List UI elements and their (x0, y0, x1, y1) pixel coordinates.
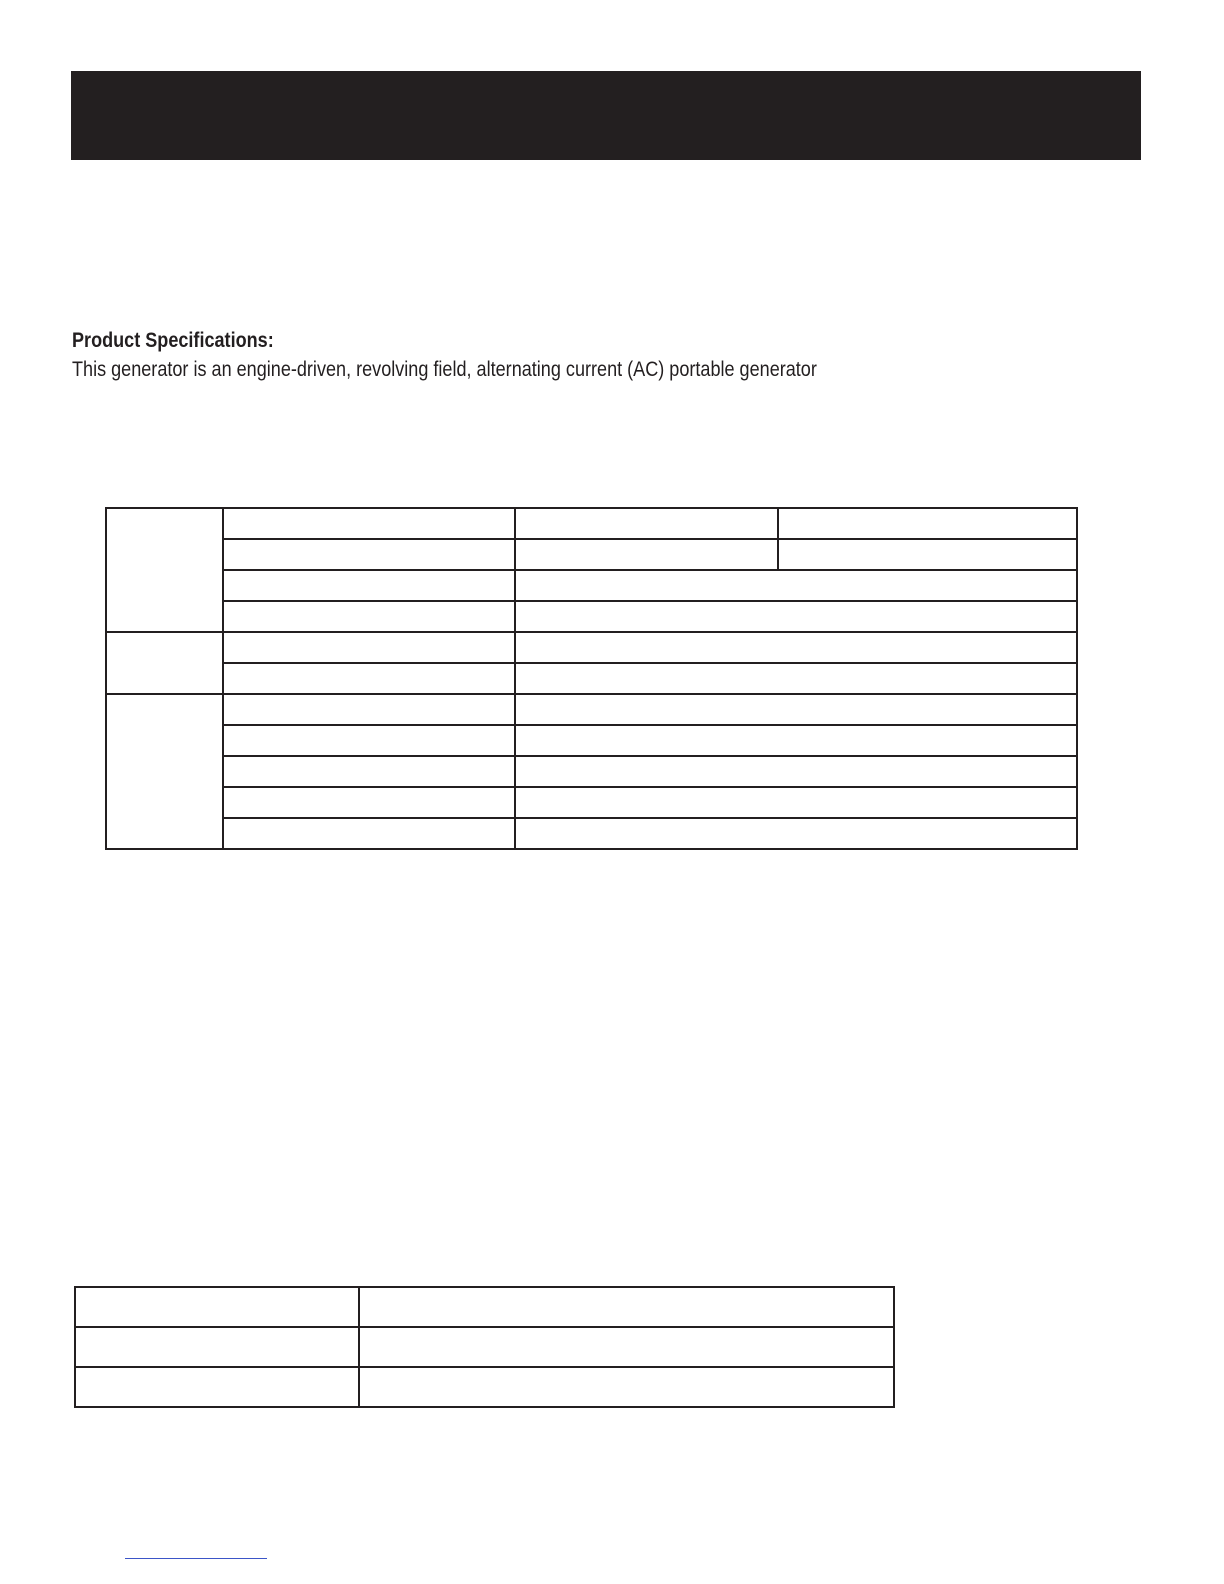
group-cell (106, 508, 223, 632)
table-cell (515, 787, 1077, 818)
table-cell (223, 694, 515, 725)
table-cell (75, 1367, 359, 1407)
table-cell (223, 570, 515, 601)
footer-rule (125, 1558, 267, 1559)
table-cell (359, 1327, 894, 1367)
table-row (106, 663, 1077, 694)
section-description: This generator is an engine-driven, revolving field, alternating current (AC) portable generator (72, 358, 817, 381)
table-cell (515, 756, 1077, 787)
table-row (106, 570, 1077, 601)
table-cell (359, 1367, 894, 1407)
table-row (75, 1327, 894, 1367)
table-cell (223, 601, 515, 632)
table-cell (515, 601, 1077, 632)
table-cell (223, 725, 515, 756)
table-row (75, 1367, 894, 1407)
table-cell (515, 632, 1077, 663)
table-row (106, 601, 1077, 632)
table-cell (75, 1327, 359, 1367)
table-cell (515, 725, 1077, 756)
group-cell (106, 632, 223, 694)
section-heading: Product Specifications: (72, 329, 274, 352)
table-row (106, 787, 1077, 818)
table-row (106, 508, 1077, 539)
table-cell (515, 570, 1077, 601)
table-cell (359, 1287, 894, 1327)
table-cell (515, 694, 1077, 725)
table-row (106, 694, 1077, 725)
table-row (106, 632, 1077, 663)
table-cell (515, 663, 1077, 694)
table-cell (515, 539, 778, 570)
table-cell (778, 539, 1077, 570)
table-cell (223, 756, 515, 787)
header-bar (71, 71, 1141, 160)
table-cell (223, 632, 515, 663)
group-cell (106, 694, 223, 849)
table-cell (223, 787, 515, 818)
table-row (106, 818, 1077, 849)
table-cell (223, 663, 515, 694)
table-cell (515, 508, 778, 539)
table-cell (223, 818, 515, 849)
table-row (75, 1287, 894, 1327)
table-cell (515, 818, 1077, 849)
specifications-table (105, 507, 1078, 850)
table-cell (778, 508, 1077, 539)
table-cell (223, 508, 515, 539)
table-row (106, 539, 1077, 570)
table-row (106, 725, 1077, 756)
ratings-table (74, 1286, 895, 1408)
table-cell (75, 1287, 359, 1327)
table-row (106, 756, 1077, 787)
table-cell (223, 539, 515, 570)
